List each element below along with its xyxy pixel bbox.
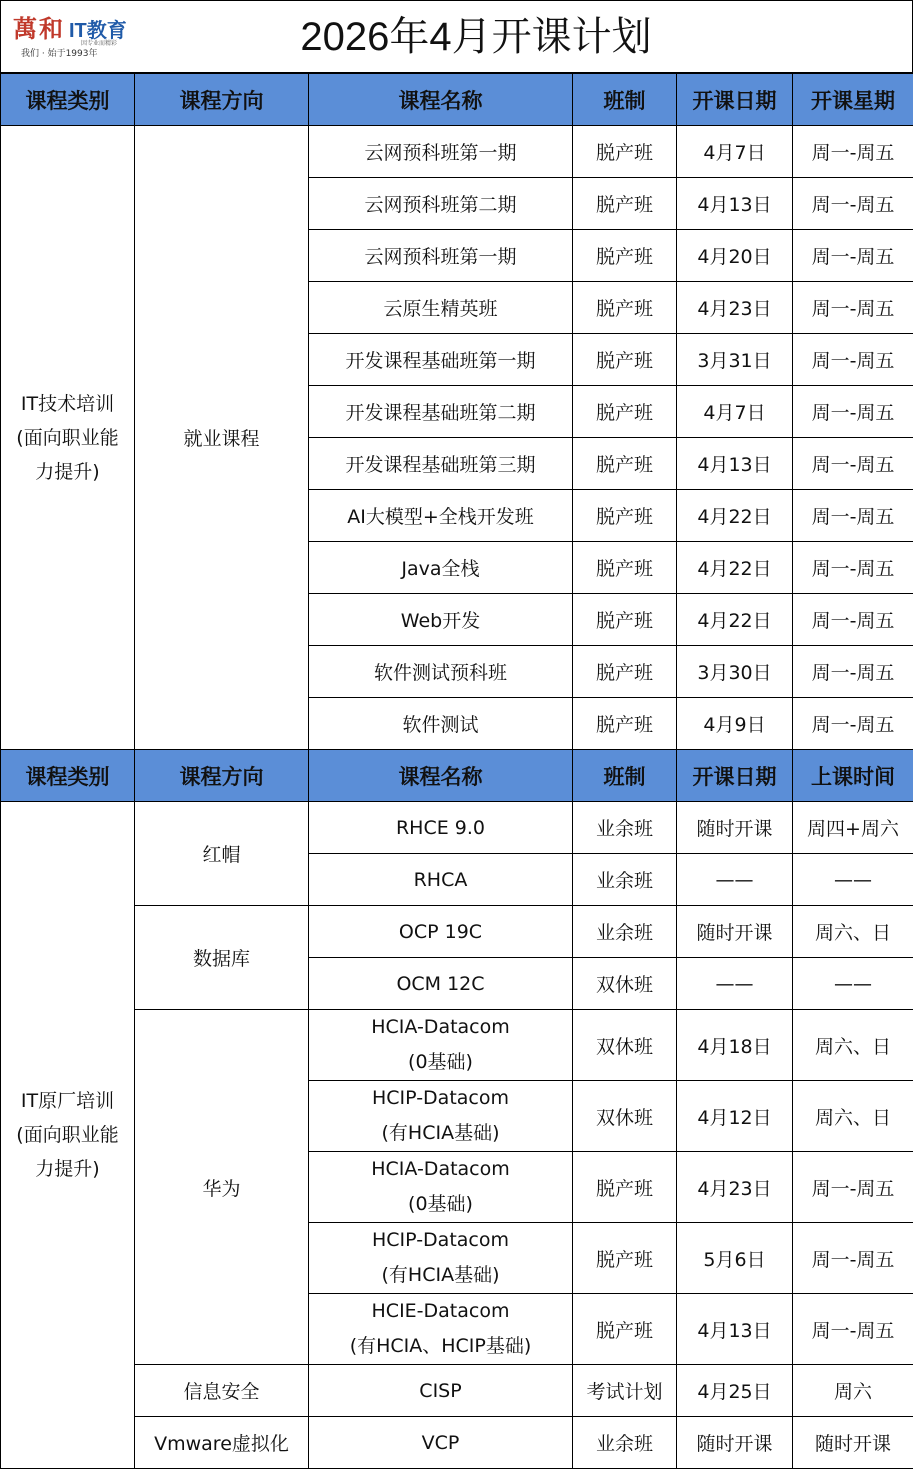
course-category-line: 力提升) — [1, 455, 134, 489]
course-direction: 就业课程 — [135, 126, 309, 750]
company-logo — [13, 9, 143, 65]
course-name — [309, 802, 573, 854]
weekdays: 周四+周六 — [793, 802, 913, 854]
class-mode: 脱产班 — [573, 698, 677, 750]
course-name-line: RHCE 9.0 — [309, 805, 572, 851]
course-name — [309, 1417, 573, 1469]
weekdays: 周一-周五 — [793, 282, 913, 334]
course-name: 云原生精英班 — [309, 282, 573, 334]
class-mode: 脱产班 — [573, 490, 677, 542]
class-mode: 脱产班 — [573, 386, 677, 438]
weekdays: 周六、日 — [793, 906, 913, 958]
start-date: 3月31日 — [677, 334, 793, 386]
table-row — [1, 1365, 913, 1417]
weekdays: —— — [793, 854, 913, 906]
logo-it-text: IT教育 — [69, 20, 127, 42]
course-name — [309, 1081, 573, 1152]
course-name — [309, 1152, 573, 1223]
weekdays: 周一-周五 — [793, 1294, 913, 1365]
course-name-line: (有HCIA、HCIP基础) — [309, 1329, 572, 1364]
class-mode: 脱产班 — [573, 594, 677, 646]
course-name — [309, 1010, 573, 1081]
weekdays: 周一-周五 — [793, 334, 913, 386]
table-row — [1, 802, 913, 854]
class-mode: 脱产班 — [573, 126, 677, 178]
weekdays: —— — [793, 958, 913, 1010]
class-mode: 脱产班 — [573, 230, 677, 282]
logo-slogan: 我们 · 始于1993年 — [21, 46, 98, 59]
weekdays: 周一-周五 — [793, 490, 913, 542]
title-bar — [0, 0, 913, 73]
start-date: 4月18日 — [677, 1010, 793, 1081]
course-name-line: HCIA-Datacom — [309, 1152, 572, 1187]
start-date: 4月13日 — [677, 178, 793, 230]
logo-brand: 萬和 — [13, 14, 65, 43]
course-name: 开发课程基础班第三期 — [309, 438, 573, 490]
class-mode: 考试计划 — [573, 1365, 677, 1417]
column-header: 班制 — [573, 74, 677, 126]
start-date: 4月25日 — [677, 1365, 793, 1417]
class-mode: 脱产班 — [573, 334, 677, 386]
header-row — [1, 750, 913, 802]
class-mode: 脱产班 — [573, 282, 677, 334]
course-direction: 信息安全 — [135, 1365, 309, 1417]
course-name: 软件测试预科班 — [309, 646, 573, 698]
start-date: 4月22日 — [677, 594, 793, 646]
course-category-line: IT技术培训 — [1, 387, 134, 421]
column-header: 上课时间 — [793, 750, 913, 802]
course-category-line: (面向职业能 — [1, 421, 134, 455]
start-date: 随时开课 — [677, 906, 793, 958]
course-category-line: (面向职业能 — [1, 1118, 134, 1152]
course-name: Web开发 — [309, 594, 573, 646]
start-date: 4月22日 — [677, 542, 793, 594]
course-name-line: HCIP-Datacom — [309, 1081, 572, 1116]
class-mode: 脱产班 — [573, 542, 677, 594]
start-date: 4月12日 — [677, 1081, 793, 1152]
weekdays: 随时开课 — [793, 1417, 913, 1469]
table-row — [1, 906, 913, 958]
column-header: 班制 — [573, 750, 677, 802]
course-name: AI大模型+全栈开发班 — [309, 490, 573, 542]
weekdays: 周六 — [793, 1365, 913, 1417]
start-date: 3月30日 — [677, 646, 793, 698]
column-header: 开课日期 — [677, 74, 793, 126]
start-date: 5月6日 — [677, 1223, 793, 1294]
course-name: 云网预科班第一期 — [309, 126, 573, 178]
course-name — [309, 906, 573, 958]
start-date: 4月13日 — [677, 1294, 793, 1365]
class-mode: 业余班 — [573, 906, 677, 958]
column-header: 课程类别 — [1, 74, 135, 126]
start-date: 4月7日 — [677, 386, 793, 438]
class-mode: 双休班 — [573, 958, 677, 1010]
start-date: 4月9日 — [677, 698, 793, 750]
table-row — [1, 1417, 913, 1469]
column-header: 课程方向 — [135, 74, 309, 126]
weekdays: 周一-周五 — [793, 1152, 913, 1223]
column-header: 课程类别 — [1, 750, 135, 802]
class-mode: 脱产班 — [573, 438, 677, 490]
course-category — [1, 126, 135, 750]
class-mode: 脱产班 — [573, 1223, 677, 1294]
start-date: —— — [677, 958, 793, 1010]
course-name: 云网预科班第一期 — [309, 230, 573, 282]
class-mode: 业余班 — [573, 1417, 677, 1469]
course-name-line: VCP — [309, 1420, 572, 1466]
start-date: 4月20日 — [677, 230, 793, 282]
table-row — [1, 1010, 913, 1081]
start-date: 4月23日 — [677, 1152, 793, 1223]
class-mode: 脱产班 — [573, 646, 677, 698]
weekdays: 周一-周五 — [793, 438, 913, 490]
course-direction: 红帽 — [135, 802, 309, 906]
course-name-line: OCM 12C — [309, 961, 572, 1007]
weekdays: 周一-周五 — [793, 698, 913, 750]
course-name — [309, 854, 573, 906]
course-direction: 华为 — [135, 1010, 309, 1365]
course-name — [309, 1365, 573, 1417]
weekdays: 周一-周五 — [793, 126, 913, 178]
start-date: 4月23日 — [677, 282, 793, 334]
course-name-line: (0基础) — [309, 1045, 572, 1080]
header-row — [1, 74, 913, 126]
column-header: 开课日期 — [677, 750, 793, 802]
class-mode: 脱产班 — [573, 178, 677, 230]
class-mode: 业余班 — [573, 854, 677, 906]
course-name-line: HCIA-Datacom — [309, 1010, 572, 1045]
course-name-line: RHCA — [309, 857, 572, 903]
course-category — [1, 802, 135, 1469]
course-name-line: (有HCIA基础) — [309, 1258, 572, 1293]
page-title: 2026年4月开课计划 — [151, 11, 801, 63]
course-category-line: 力提升) — [1, 1152, 134, 1186]
class-mode: 脱产班 — [573, 1294, 677, 1365]
course-name-line: (0基础) — [309, 1187, 572, 1222]
course-name: 开发课程基础班第二期 — [309, 386, 573, 438]
course-name: 开发课程基础班第一期 — [309, 334, 573, 386]
start-date: 随时开课 — [677, 802, 793, 854]
weekdays: 周一-周五 — [793, 230, 913, 282]
start-date: 随时开课 — [677, 1417, 793, 1469]
class-mode: 双休班 — [573, 1081, 677, 1152]
weekdays: 周六、日 — [793, 1081, 913, 1152]
course-category-line: IT原厂培训 — [1, 1084, 134, 1118]
course-name — [309, 1223, 573, 1294]
logo-tagline: 因专业而精彩 — [81, 38, 117, 47]
course-direction: Vmware虚拟化 — [135, 1417, 309, 1469]
column-header: 课程名称 — [309, 750, 573, 802]
weekdays: 周一-周五 — [793, 178, 913, 230]
table-row — [1, 126, 913, 178]
course-name-line: HCIE-Datacom — [309, 1294, 572, 1329]
weekdays: 周一-周五 — [793, 646, 913, 698]
column-header: 课程名称 — [309, 74, 573, 126]
course-name: 云网预科班第二期 — [309, 178, 573, 230]
course-name — [309, 958, 573, 1010]
weekdays: 周一-周五 — [793, 594, 913, 646]
course-name-line: OCP 19C — [309, 909, 572, 955]
course-name-line: CISP — [309, 1368, 572, 1414]
weekdays: 周一-周五 — [793, 542, 913, 594]
column-header: 课程方向 — [135, 750, 309, 802]
course-name — [309, 1294, 573, 1365]
course-name-line: HCIP-Datacom — [309, 1223, 572, 1258]
course-name: 软件测试 — [309, 698, 573, 750]
course-name-line: (有HCIA基础) — [309, 1116, 572, 1151]
course-table — [0, 73, 913, 1469]
start-date: 4月7日 — [677, 126, 793, 178]
column-header: 开课星期 — [793, 74, 913, 126]
start-date: 4月13日 — [677, 438, 793, 490]
class-mode: 业余班 — [573, 802, 677, 854]
class-mode: 双休班 — [573, 1010, 677, 1081]
start-date: 4月22日 — [677, 490, 793, 542]
weekdays: 周一-周五 — [793, 1223, 913, 1294]
course-direction: 数据库 — [135, 906, 309, 1010]
weekdays: 周一-周五 — [793, 386, 913, 438]
start-date: —— — [677, 854, 793, 906]
class-mode: 脱产班 — [573, 1152, 677, 1223]
weekdays: 周六、日 — [793, 1010, 913, 1081]
course-name: Java全栈 — [309, 542, 573, 594]
